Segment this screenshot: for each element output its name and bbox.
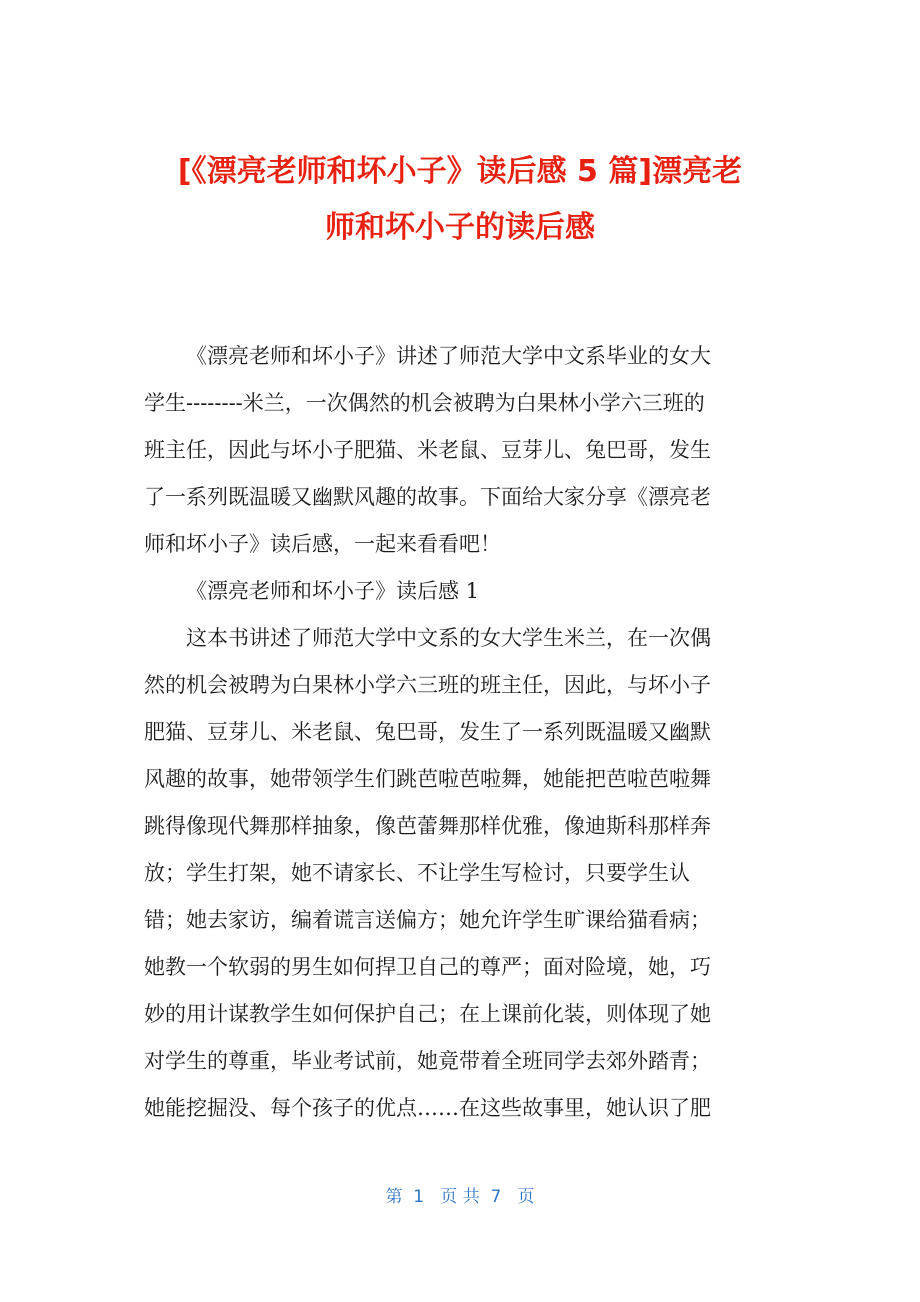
paragraph-line: 她教一个软弱的男生如何捍卫自己的尊严；面对险境，她，巧: [144, 955, 711, 979]
page-number-footer: 第 1 页 共 7 页: [385, 1187, 535, 1207]
paragraph-line: 然的机会被聘为白果林小学六三班的班主任，因此，与坏小子: [144, 673, 711, 697]
paragraph-line: 了一系列既温暖又幽默风趣的故事。下面给大家分享《漂亮老: [144, 485, 711, 509]
paragraph-line: 放；学生打架，她不请家长、不让学生写检讨，只要学生认: [144, 861, 690, 885]
paragraph-line: 错；她去家访，编着谎言送偏方；她允许学生旷课给猫看病；: [144, 908, 711, 932]
document-body: [144, 333, 776, 1132]
paragraph-line: 风趣的故事，她带领学生们跳芭啦芭啦舞，她能把芭啦芭啦舞: [144, 767, 711, 791]
paragraph-line: 妙的用计谋教学生如何保护自己；在上课前化装，则体现了她: [144, 1002, 711, 1026]
title-line-1: [《漂亮老师和坏小子》读后感 5 篇]漂亮老: [177, 154, 743, 189]
paragraph-line: 她能挖掘没、每个孩子的优点……在这些故事里，她认识了肥: [144, 1096, 711, 1120]
paragraph-line: 学生--------米兰，一次偶然的机会被聘为白果林小学六三班的: [144, 391, 705, 415]
title-line-2: 师和坏小子的读后感: [325, 210, 595, 245]
document-title: [140, 144, 780, 256]
section-heading: 《漂亮老师和坏小子》读后感 1: [186, 579, 480, 603]
paragraph-line: 《漂亮老师和坏小子》讲述了师范大学中文系毕业的女大: [186, 344, 711, 368]
paragraph-line: 班主任，因此与坏小子肥猫、米老鼠、豆芽儿、兔巴哥，发生: [144, 438, 711, 462]
paragraph-line: 肥猫、豆芽儿、米老鼠、兔巴哥，发生了一系列既温暖又幽默: [144, 720, 711, 744]
paragraph-line: 对学生的尊重，毕业考试前，她竟带着全班同学去郊外踏青；: [144, 1049, 711, 1073]
paragraph-line: 跳得像现代舞那样抽象，像芭蕾舞那样优雅，像迪斯科那样奔: [144, 814, 711, 838]
paragraph-line: 师和坏小子》读后感，一起来看看吧！: [144, 532, 501, 556]
paragraph-line: 这本书讲述了师范大学中文系的女大学生米兰，在一次偶: [186, 626, 711, 650]
